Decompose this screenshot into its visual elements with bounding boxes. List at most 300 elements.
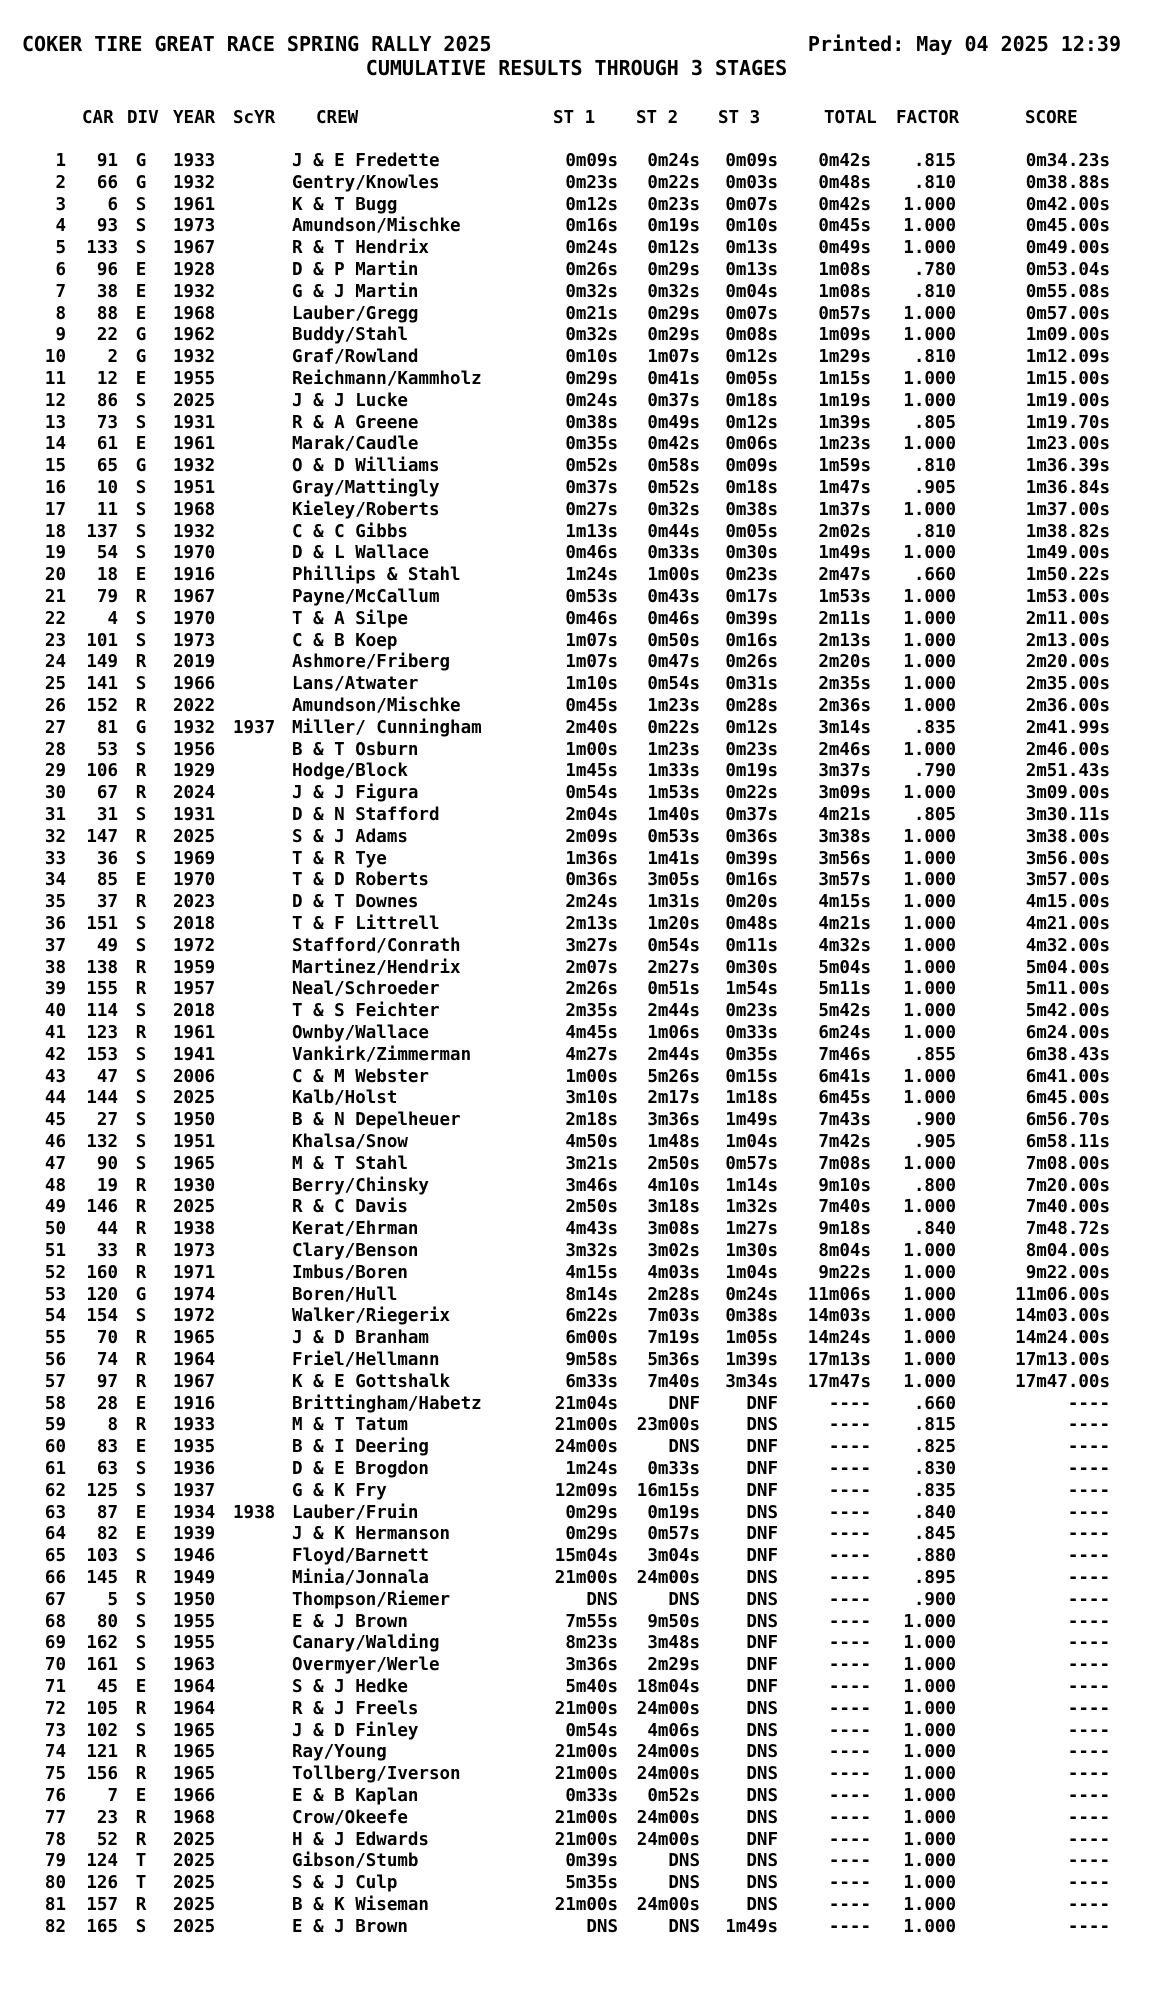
cell-crew: D & E Brogdon <box>292 1459 429 1479</box>
cell-total: 7m40s <box>818 1197 871 1218</box>
cell-factor: 1.000 <box>903 1241 956 1261</box>
cell-factor: 1.000 <box>903 1895 956 1915</box>
cell-total: 3m14s <box>818 717 871 738</box>
cell-score: 3m56.00s <box>1025 848 1110 869</box>
cell-st2: 1m41s <box>647 848 700 869</box>
result-row <box>0 1219 1153 1241</box>
cell-st3: 0m36s <box>725 826 778 847</box>
cell-car: 6 <box>107 194 118 215</box>
cell-div: E <box>135 1524 147 1545</box>
cell-st2: DNS <box>668 1916 700 1937</box>
cell-div: E <box>135 1502 147 1523</box>
cell-factor: 1.000 <box>903 1284 956 1305</box>
cell-st3: 0m13s <box>725 260 778 280</box>
cell-div: S <box>135 805 147 825</box>
result-row <box>0 1132 1153 1154</box>
cell-year: 1932 <box>173 172 216 193</box>
cell-score: ---- <box>1067 1895 1110 1915</box>
cell-st2: 0m33s <box>647 1459 700 1479</box>
cell-car: 165 <box>86 1916 118 1937</box>
cell-div: S <box>135 412 147 433</box>
cell-div: S <box>135 1655 147 1676</box>
cell-factor: 1.000 <box>903 1371 956 1392</box>
cell-car: 45 <box>96 1677 118 1697</box>
cell-year: 2023 <box>173 892 216 913</box>
cell-total: ---- <box>828 1742 871 1763</box>
cell-position: 35 <box>44 892 66 913</box>
cell-position: 40 <box>44 1001 66 1022</box>
cell-crew: Stafford/Conrath <box>292 935 461 956</box>
cell-st3: 0m05s <box>725 369 778 389</box>
cell-position: 79 <box>44 1851 66 1872</box>
cell-score: 3m57.00s <box>1025 870 1110 891</box>
cell-position: 48 <box>44 1175 66 1196</box>
cell-year: 1963 <box>173 1655 216 1676</box>
cell-year: 1961 <box>173 434 216 455</box>
cell-div: R <box>135 1415 147 1436</box>
cell-total: 1m49s <box>818 543 871 564</box>
cell-st3: 0m30s <box>725 957 778 978</box>
cell-total: 4m21s <box>818 805 871 825</box>
cell-st3: DNS <box>746 1895 778 1915</box>
cell-position: 66 <box>44 1568 66 1588</box>
cell-crew: J & K Hermanson <box>292 1524 451 1545</box>
cell-st1: 2m18s <box>565 1110 618 1131</box>
cell-score: 5m42.00s <box>1025 1001 1110 1022</box>
cell-st2: 0m57s <box>647 1524 700 1545</box>
cell-div: R <box>135 1219 147 1240</box>
cell-crew: G & J Martin <box>292 281 419 302</box>
cell-crew: Overmyer/Werle <box>292 1655 440 1676</box>
result-row <box>0 1917 1153 1939</box>
cell-year: 2018 <box>173 1001 216 1022</box>
cell-factor: .835 <box>913 717 956 738</box>
cell-st2: DNS <box>668 1437 700 1458</box>
cell-st1: 3m27s <box>565 935 618 956</box>
cell-year: 1932 <box>173 281 216 302</box>
cell-st2: 24m00s <box>636 1829 700 1850</box>
cell-st3: 0m16s <box>725 870 778 891</box>
cell-div: E <box>135 303 147 324</box>
cell-total: ---- <box>828 1393 871 1414</box>
cell-st1: 3m10s <box>565 1088 618 1109</box>
cell-year: 1970 <box>173 543 216 564</box>
cell-year: 1916 <box>173 1393 216 1414</box>
cell-st1: 1m00s <box>565 739 618 760</box>
col-header-st1: ST 1 <box>553 108 596 128</box>
cell-factor: .810 <box>913 172 956 193</box>
cell-factor: 1.000 <box>903 194 956 215</box>
cell-st3: 0m06s <box>725 434 778 455</box>
cell-st3: 0m20s <box>725 892 778 913</box>
result-row <box>0 260 1153 282</box>
cell-position: 28 <box>44 739 66 760</box>
cell-total: ---- <box>828 1698 871 1719</box>
result-row <box>0 1067 1153 1089</box>
cell-year: 1967 <box>173 1371 216 1392</box>
cell-total: ---- <box>828 1720 871 1741</box>
cell-div: S <box>135 1720 147 1741</box>
cell-total: ---- <box>828 1851 871 1872</box>
cell-position: 59 <box>44 1415 66 1436</box>
result-row <box>0 761 1153 783</box>
cell-factor: .815 <box>913 151 956 171</box>
cell-st2: 0m19s <box>647 1502 700 1523</box>
cell-st1: 0m27s <box>565 499 618 520</box>
cell-st1: 6m33s <box>565 1371 618 1392</box>
cell-score: 11m06.00s <box>1015 1284 1110 1305</box>
cell-factor: 1.000 <box>903 238 956 259</box>
result-row <box>0 1459 1153 1481</box>
result-row <box>0 1328 1153 1350</box>
cell-st2: 24m00s <box>636 1895 700 1915</box>
cell-div: E <box>135 870 147 891</box>
cell-car: 124 <box>86 1851 118 1872</box>
cell-st2: 5m36s <box>647 1350 700 1370</box>
cell-crew: Crow/Okeefe <box>292 1807 408 1828</box>
cell-total: 11m06s <box>807 1284 871 1305</box>
cell-st2: 0m46s <box>647 608 700 629</box>
cell-factor: 1.000 <box>903 1306 956 1327</box>
cell-position: 54 <box>44 1306 66 1327</box>
result-row <box>0 892 1153 914</box>
cell-total: 3m37s <box>818 761 871 782</box>
cell-st2: 5m26s <box>647 1066 700 1087</box>
cell-car: 53 <box>96 739 118 760</box>
cell-crew: B & I Deering <box>292 1437 429 1458</box>
cell-st3: DNS <box>746 1742 778 1763</box>
cell-crew: T & S Feichter <box>292 1001 440 1022</box>
cell-st1: 0m32s <box>565 281 618 302</box>
cell-crew: Vankirk/Zimmerman <box>292 1044 472 1065</box>
cell-year: 1951 <box>173 478 216 498</box>
cell-st2: 24m00s <box>636 1698 700 1719</box>
cell-factor: 1.000 <box>903 1350 956 1370</box>
result-row <box>0 1263 1153 1285</box>
cell-year: 2025 <box>173 390 216 411</box>
cell-crew: Payne/McCallum <box>292 587 440 607</box>
cell-st3: 1m27s <box>725 1219 778 1240</box>
col-header-score: SCORE <box>1025 108 1078 128</box>
cell-st1: 0m12s <box>565 194 618 215</box>
cell-st1: 24m00s <box>554 1437 618 1458</box>
cell-score: 1m36.39s <box>1025 456 1110 477</box>
cell-factor: .660 <box>913 1393 956 1414</box>
cell-div: S <box>135 543 147 564</box>
cell-st2: 2m27s <box>647 957 700 978</box>
cell-position: 55 <box>44 1328 66 1349</box>
cell-position: 76 <box>44 1786 66 1806</box>
cell-st1: 21m00s <box>554 1829 618 1850</box>
cell-factor: .845 <box>913 1524 956 1545</box>
cell-crew: Kieley/Roberts <box>292 499 440 520</box>
cell-score: 1m23.00s <box>1025 434 1110 455</box>
cell-score: 6m56.70s <box>1025 1110 1110 1131</box>
cell-position: 42 <box>44 1044 66 1065</box>
cell-year: 1931 <box>173 805 216 825</box>
result-row <box>0 631 1153 653</box>
cell-score: ---- <box>1067 1524 1110 1545</box>
cell-div: R <box>135 1328 147 1349</box>
cell-st2: 3m18s <box>647 1197 700 1218</box>
cell-div: S <box>135 739 147 760</box>
cell-div: S <box>135 1132 147 1152</box>
cell-car: 37 <box>96 892 118 913</box>
cell-st2: DNS <box>668 1589 700 1610</box>
cell-st3: 0m26s <box>725 652 778 673</box>
cell-total: 1m08s <box>818 260 871 280</box>
cell-year: 1938 <box>173 1219 216 1240</box>
cell-crew: Buddy/Stahl <box>292 325 408 346</box>
result-row <box>0 740 1153 762</box>
result-row <box>0 413 1153 435</box>
result-row <box>0 1808 1153 1830</box>
cell-factor: 1.000 <box>903 848 956 869</box>
cell-year: 2025 <box>173 1829 216 1850</box>
cell-crew: T & R Tye <box>292 848 387 869</box>
cell-div: E <box>135 1393 147 1414</box>
cell-year: 1949 <box>173 1568 216 1588</box>
cell-factor: .805 <box>913 805 956 825</box>
cell-car: 147 <box>86 826 118 847</box>
cell-car: 36 <box>96 848 118 869</box>
result-row <box>0 325 1153 347</box>
cell-car: 44 <box>96 1219 118 1240</box>
cell-scyr: 1937 <box>233 717 276 738</box>
cell-factor: 1.000 <box>903 216 956 237</box>
result-row <box>0 391 1153 413</box>
cell-position: 24 <box>44 652 66 673</box>
cell-total: 1m59s <box>818 456 871 477</box>
cell-total: ---- <box>828 1437 871 1458</box>
cell-st2: 0m54s <box>647 935 700 956</box>
cell-score: 0m34.23s <box>1025 151 1110 171</box>
cell-year: 1955 <box>173 369 216 389</box>
cell-st3: 0m13s <box>725 238 778 259</box>
cell-st3: DNS <box>746 1415 778 1436</box>
report-title: COKER TIRE GREAT RACE SPRING RALLY 2025 <box>22 32 492 56</box>
cell-position: 26 <box>44 696 66 716</box>
cell-score: 4m15.00s <box>1025 892 1110 913</box>
cell-st3: 1m49s <box>725 1916 778 1937</box>
cell-car: 132 <box>86 1132 118 1152</box>
cell-position: 64 <box>44 1524 66 1545</box>
cell-total: 1m53s <box>818 587 871 607</box>
cell-year: 1972 <box>173 935 216 956</box>
cell-div: R <box>135 957 147 978</box>
cell-st3: DNF <box>746 1480 778 1501</box>
cell-position: 14 <box>44 434 66 455</box>
cell-score: 0m42.00s <box>1025 194 1110 215</box>
cell-position: 12 <box>44 390 66 411</box>
cell-total: 2m35s <box>818 674 871 695</box>
result-row <box>0 870 1153 892</box>
result-row <box>0 1306 1153 1328</box>
result-row <box>0 151 1153 173</box>
cell-score: 2m13.00s <box>1025 630 1110 651</box>
cell-position: 21 <box>44 587 66 607</box>
cell-st2: 24m00s <box>636 1764 700 1785</box>
result-row <box>0 696 1153 718</box>
cell-st3: 0m12s <box>725 717 778 738</box>
cell-div: S <box>135 194 147 215</box>
cell-position: 50 <box>44 1219 66 1240</box>
cell-crew: H & J Edwards <box>292 1829 429 1850</box>
cell-year: 1950 <box>173 1110 216 1131</box>
cell-st3: DNS <box>746 1764 778 1785</box>
col-header-div: DIV <box>127 108 159 128</box>
cell-score: 0m49.00s <box>1025 238 1110 259</box>
cell-st1: 0m39s <box>565 1851 618 1872</box>
cell-div: S <box>135 848 147 869</box>
cell-car: 2 <box>107 347 118 368</box>
cell-crew: D & N Stafford <box>292 805 440 825</box>
result-row <box>0 805 1153 827</box>
cell-position: 82 <box>44 1916 66 1937</box>
result-row <box>0 173 1153 195</box>
cell-crew: G & K Fry <box>292 1480 387 1501</box>
cell-factor: 1.000 <box>903 1764 956 1785</box>
cell-div: E <box>135 1437 147 1458</box>
cell-position: 46 <box>44 1132 66 1152</box>
cell-crew: Ashmore/Friberg <box>292 652 451 673</box>
cell-car: 93 <box>96 216 118 237</box>
cell-st2: 0m58s <box>647 456 700 477</box>
cell-car: 157 <box>86 1895 118 1915</box>
cell-position: 22 <box>44 608 66 629</box>
cell-score: ---- <box>1067 1568 1110 1588</box>
cell-car: 91 <box>96 151 118 171</box>
cell-factor: .810 <box>913 281 956 302</box>
cell-st1: 1m45s <box>565 761 618 782</box>
result-row <box>0 1154 1153 1176</box>
cell-car: 90 <box>96 1153 118 1174</box>
result-row <box>0 936 1153 958</box>
cell-car: 126 <box>86 1873 118 1894</box>
cell-crew: S & J Hedke <box>292 1677 408 1697</box>
cell-st2: 3m36s <box>647 1110 700 1131</box>
cell-st2: 24m00s <box>636 1807 700 1828</box>
cell-crew: K & T Bugg <box>292 194 398 215</box>
cell-st3: DNS <box>746 1786 778 1806</box>
cell-car: 102 <box>86 1720 118 1741</box>
cell-st3: 0m28s <box>725 696 778 716</box>
cell-score: 3m30.11s <box>1025 805 1110 825</box>
cell-total: ---- <box>828 1916 871 1937</box>
cell-factor: .900 <box>913 1589 956 1610</box>
cell-position: 80 <box>44 1873 66 1894</box>
cell-total: 6m41s <box>818 1066 871 1087</box>
result-row <box>0 195 1153 217</box>
cell-factor: 1.000 <box>903 1742 956 1763</box>
cell-st2: 0m29s <box>647 325 700 346</box>
cell-car: 155 <box>86 979 118 1000</box>
cell-total: ---- <box>828 1786 871 1806</box>
cell-position: 41 <box>44 1023 66 1043</box>
cell-st2: 1m06s <box>647 1023 700 1043</box>
cell-total: 1m47s <box>818 478 871 498</box>
result-row <box>0 1568 1153 1590</box>
cell-st3: DNS <box>746 1851 778 1872</box>
cell-st2: 0m32s <box>647 499 700 520</box>
result-row <box>0 1721 1153 1743</box>
cell-st2: 0m41s <box>647 369 700 389</box>
cell-score: 7m08.00s <box>1025 1153 1110 1174</box>
cell-car: 83 <box>96 1437 118 1458</box>
cell-car: 161 <box>86 1655 118 1676</box>
cell-car: 154 <box>86 1306 118 1327</box>
cell-crew: D & L Wallace <box>292 543 429 564</box>
cell-car: 85 <box>96 870 118 891</box>
cell-total: ---- <box>828 1502 871 1523</box>
cell-score: 1m53.00s <box>1025 587 1110 607</box>
cell-div: R <box>135 892 147 913</box>
cell-st3: DNF <box>746 1633 778 1654</box>
cell-score: 14m03.00s <box>1015 1306 1110 1327</box>
cell-st3: 1m05s <box>725 1328 778 1349</box>
cell-st2: 0m19s <box>647 216 700 237</box>
cell-st1: 4m45s <box>565 1023 618 1043</box>
cell-total: ---- <box>828 1633 871 1654</box>
cell-score: 9m22.00s <box>1025 1262 1110 1283</box>
cell-position: 72 <box>44 1698 66 1719</box>
cell-st3: 0m15s <box>725 1066 778 1087</box>
cell-position: 51 <box>44 1241 66 1261</box>
cell-position: 13 <box>44 412 66 433</box>
cell-year: 1932 <box>173 456 216 477</box>
cell-st3: 0m35s <box>725 1044 778 1065</box>
cell-factor: 1.000 <box>903 674 956 695</box>
cell-total: ---- <box>828 1546 871 1567</box>
cell-st2: 0m32s <box>647 281 700 302</box>
cell-crew: Gibson/Stumb <box>292 1851 419 1872</box>
cell-car: 101 <box>86 630 118 651</box>
cell-score: 6m41.00s <box>1025 1066 1110 1087</box>
cell-st2: 0m53s <box>647 826 700 847</box>
cell-total: 6m24s <box>818 1023 871 1043</box>
cell-factor: 1.000 <box>903 979 956 1000</box>
cell-div: E <box>135 434 147 455</box>
cell-div: R <box>135 1764 147 1785</box>
cell-div: R <box>135 1895 147 1915</box>
cell-total: 2m20s <box>818 652 871 673</box>
cell-car: 156 <box>86 1764 118 1785</box>
cell-score: ---- <box>1067 1611 1110 1632</box>
result-row <box>0 1372 1153 1394</box>
cell-st2: 2m50s <box>647 1153 700 1174</box>
cell-st2: 1m20s <box>647 914 700 934</box>
cell-crew: Lauber/Gregg <box>292 303 419 324</box>
cell-st3: DNS <box>746 1807 778 1828</box>
cell-total: 5m04s <box>818 957 871 978</box>
cell-total: 7m08s <box>818 1153 871 1174</box>
cell-st1: 1m24s <box>565 565 618 586</box>
cell-st2: DNF <box>668 1393 700 1414</box>
result-row <box>0 1742 1153 1764</box>
cell-div: S <box>135 1306 147 1327</box>
cell-st2: 24m00s <box>636 1742 700 1763</box>
cell-st2: 1m00s <box>647 565 700 586</box>
cell-div: E <box>135 369 147 389</box>
cell-car: 18 <box>96 565 118 586</box>
cell-car: 65 <box>96 456 118 477</box>
cell-year: 1932 <box>173 347 216 368</box>
cell-crew: Clary/Benson <box>292 1241 419 1261</box>
cell-div: T <box>135 1851 147 1872</box>
cell-position: 68 <box>44 1611 66 1632</box>
cell-car: 12 <box>96 369 118 389</box>
cell-year: 1934 <box>173 1502 216 1523</box>
